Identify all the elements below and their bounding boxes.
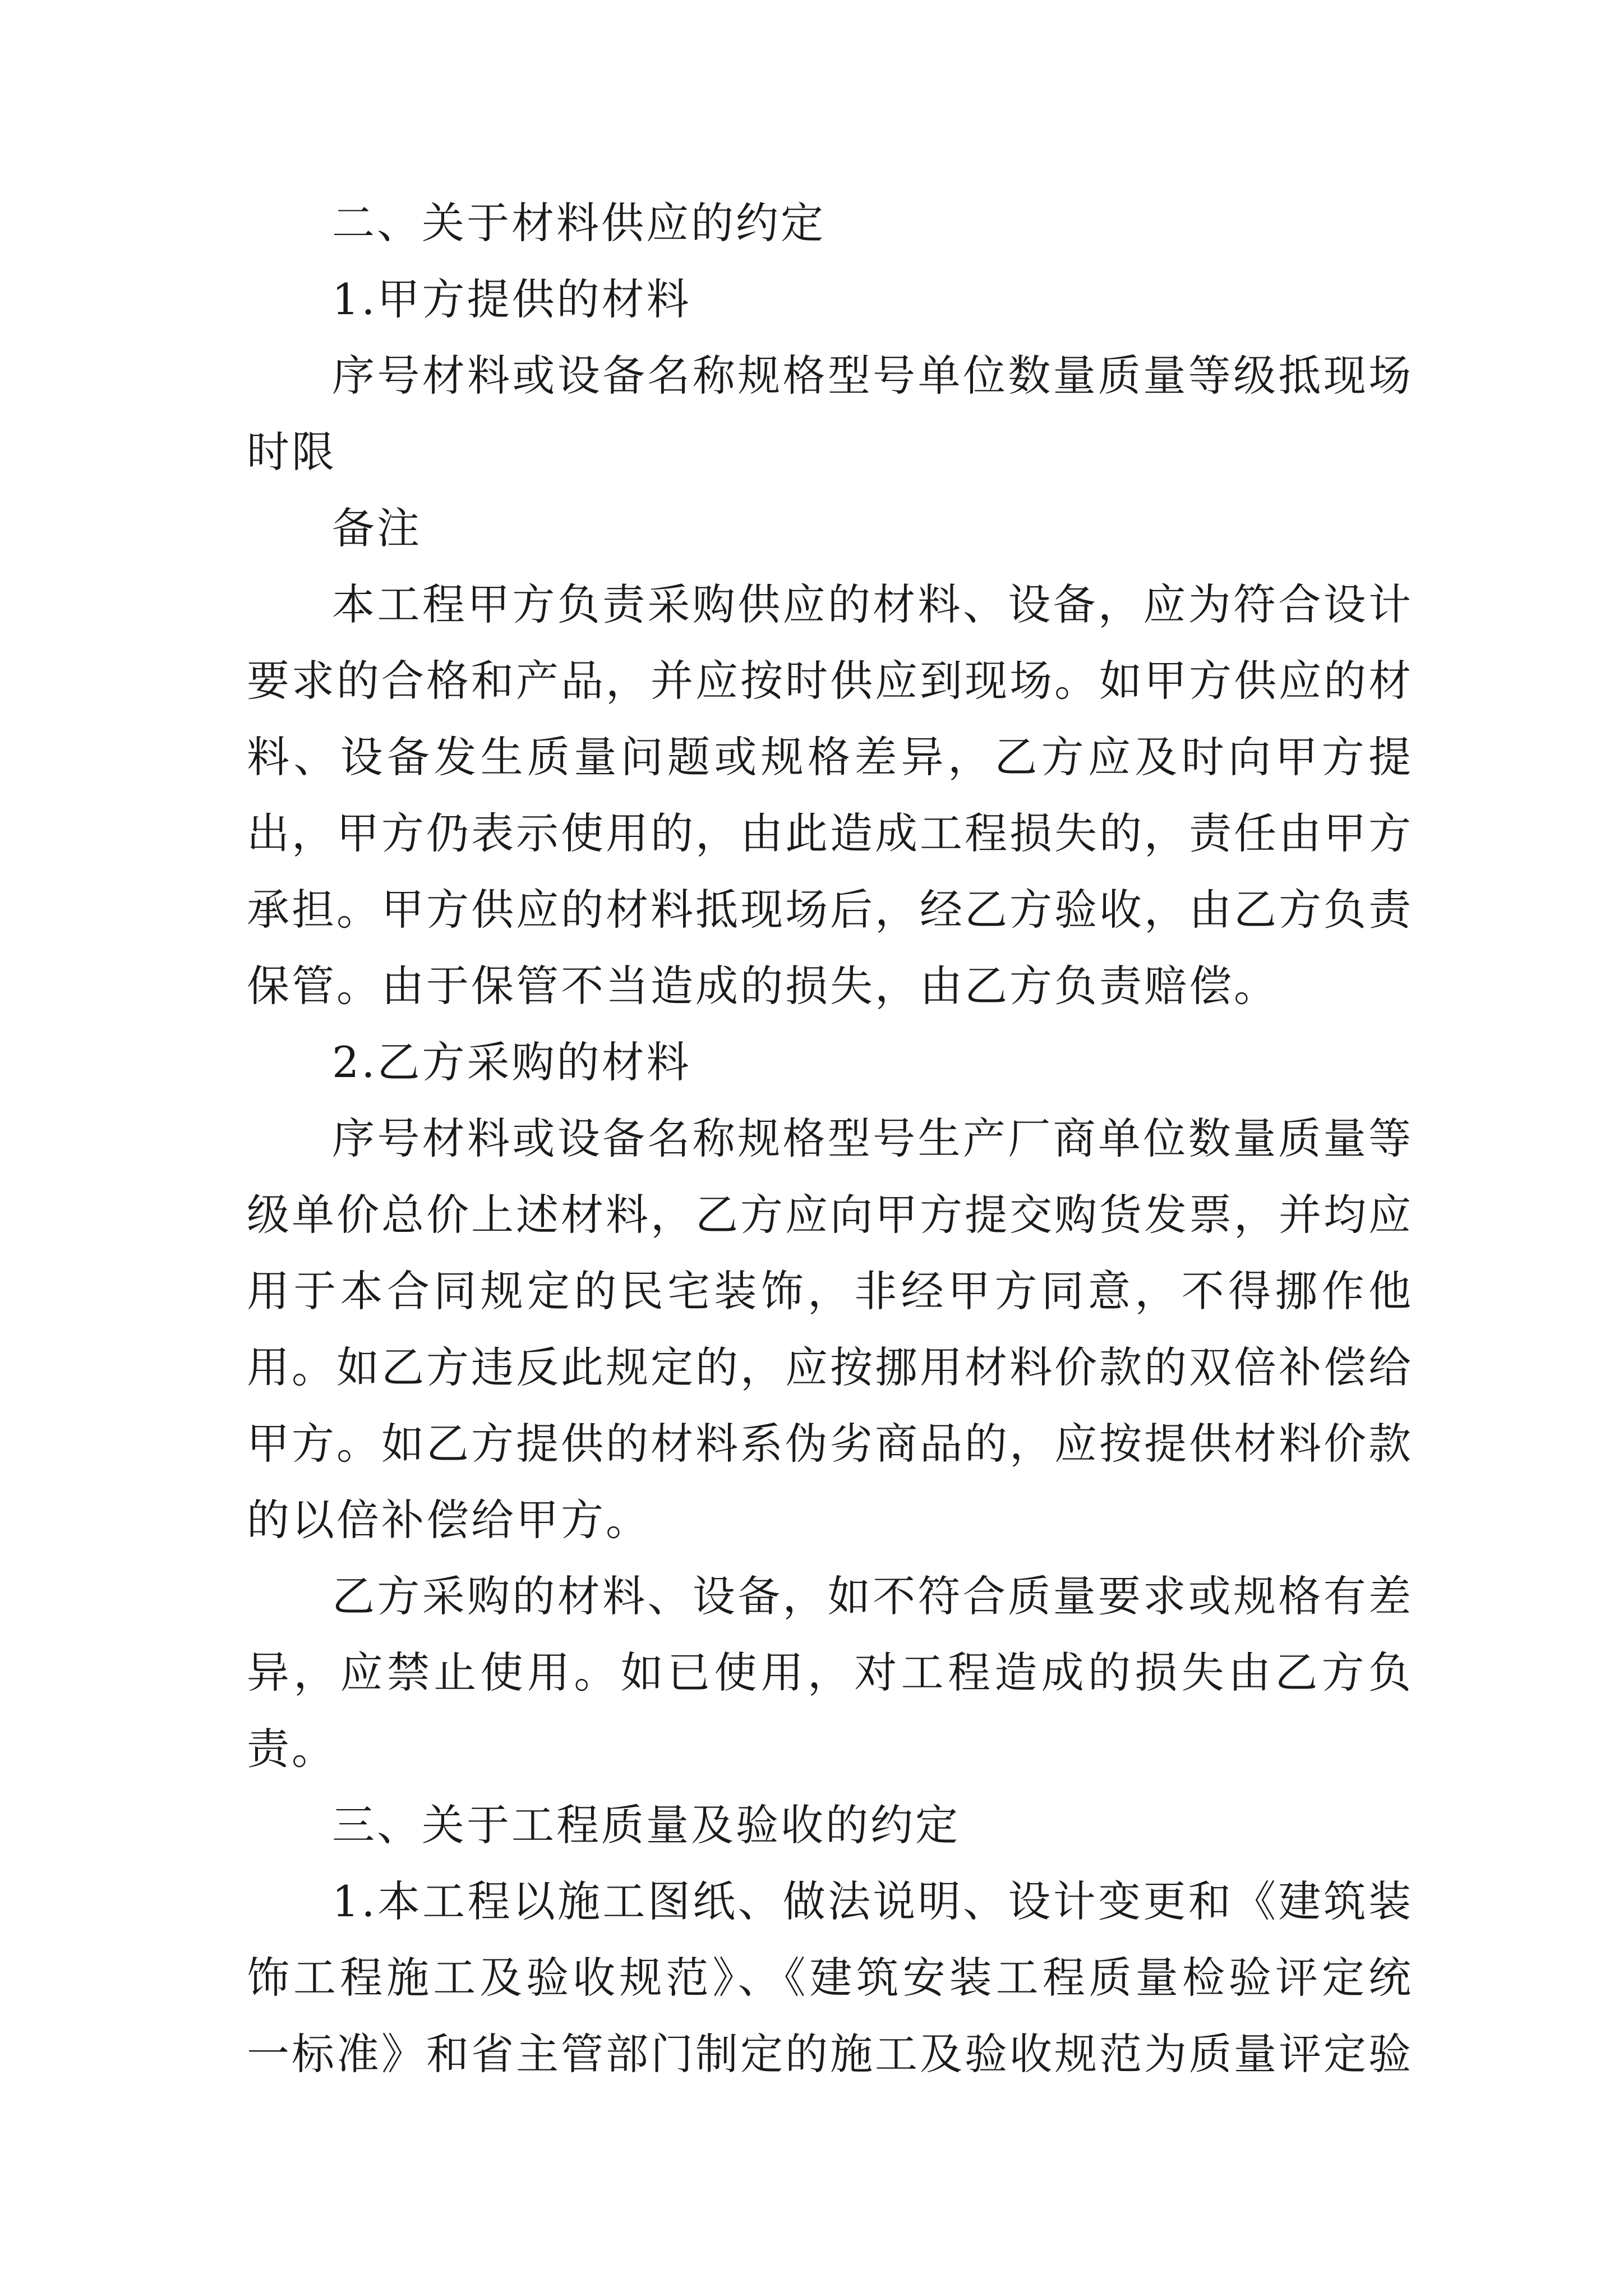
subsection-heading-party-b-materials: 2.乙方采购的材料 — [332, 1037, 691, 1087]
paragraph-party-b-purchase-terms: 序号材料或设备名称规格型号生产厂商单位数量质量等级单价总价上述材料，乙方应向甲方提交购货发票，并均应用于本合同规定的民宅装饰，非经甲方同意，不得挪作他用。如乙方违反此规定的，应按挪用材料价款的双倍补偿给甲方。如乙方提供的材料系伪劣商品的，应按提供材料价款的以倍补偿给甲方。 — [247, 1114, 1413, 1545]
paragraph-remarks: 备注 — [332, 503, 422, 553]
paragraph-quality-standards: 1.本工程以施工图纸、做法说明、设计变更和《建筑装饰工程施工及验收规范》、《建筑安装工程质量检验评定统一标准》和省主管部门制定的施工及验收规范为质量评定验 — [247, 1876, 1413, 2079]
subsection-heading-party-a-materials: 1.甲方提供的材料 — [332, 274, 691, 324]
section-heading-materials: 二、关于材料供应的约定 — [332, 198, 826, 248]
document-body — [247, 185, 1413, 2092]
paragraph-party-a-table-header: 序号材料或设备名称规格型号单位数量质量等级抵现场时限 — [247, 351, 1413, 477]
section-heading-quality-acceptance: 三、关于工程质量及验收的约定 — [332, 1800, 960, 1850]
paragraph-party-a-supply-terms: 本工程甲方负责采购供应的材料、设备，应为符合设计要求的合格和产品，并应按时供应到现场。如甲方供应的材料、设备发生质量问题或规格差异，乙方应及时向甲方提出，甲方仍表示使用的，由此造成工程损失的，责任由甲方承担。甲方供应的材料抵现场后，经乙方验收，由乙方负责保管。由于保管不当造成的损失，由乙方负责赔偿。 — [247, 579, 1413, 1011]
paragraph-party-b-quality-terms: 乙方采购的材料、设备，如不符合质量要求或规格有差异，应禁止使用。如已使用，对工程造成的损失由乙方负责。 — [247, 1571, 1413, 1774]
